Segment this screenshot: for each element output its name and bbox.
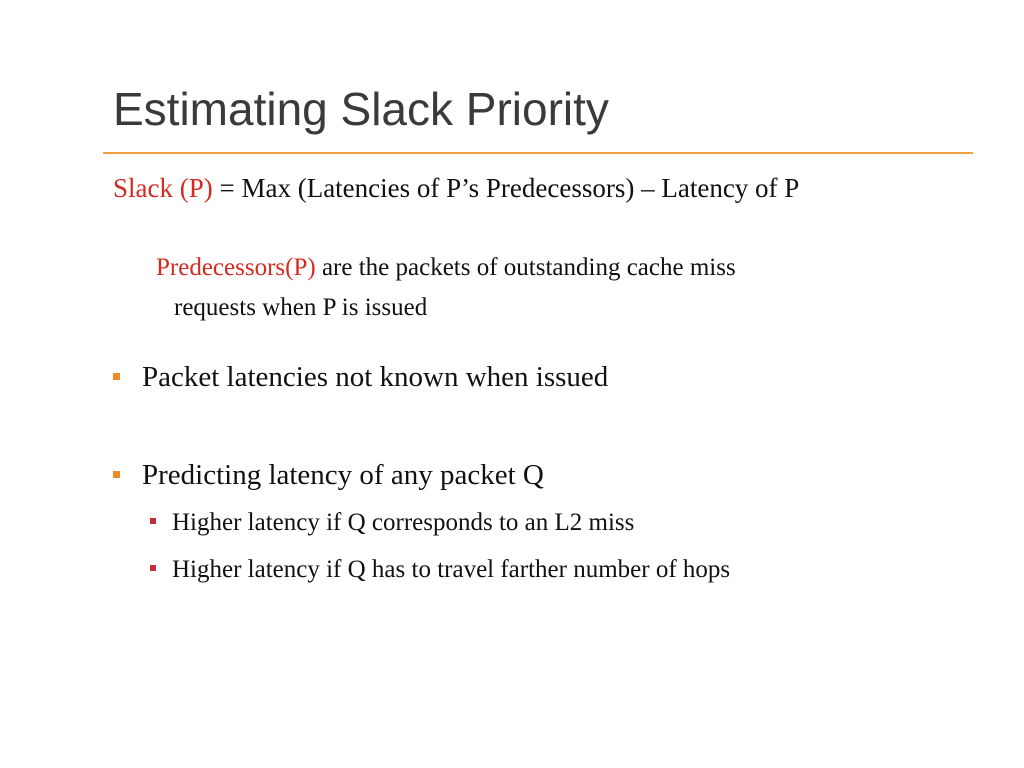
square-subbullet-icon xyxy=(150,565,156,571)
square-bullet-icon xyxy=(113,373,120,380)
subbullet-text: Higher latency if Q has to travel farther number of hops xyxy=(172,556,731,583)
predecessors-definition xyxy=(156,248,916,328)
bullet-item xyxy=(113,360,608,395)
slide-title: Estimating Slack Priority xyxy=(113,83,609,135)
bullet-item xyxy=(113,458,544,493)
formula-lhs: Slack (P) xyxy=(113,173,213,203)
square-subbullet-icon xyxy=(150,518,156,524)
subbullet-item xyxy=(150,555,730,585)
slack-formula xyxy=(113,172,799,204)
subbullet-text: Higher latency if Q corresponds to an L2 miss xyxy=(172,509,635,536)
bullet-text: Packet latencies not known when issued xyxy=(142,361,609,393)
definition-text-line1: are the packets of outstanding cache miss xyxy=(315,254,736,281)
title-divider xyxy=(103,152,973,154)
bullet-text: Predicting latency of any packet Q xyxy=(142,459,544,491)
formula-rhs: Max (Latencies of P’s Predecessors) – Latency of P xyxy=(241,173,800,203)
square-bullet-icon xyxy=(113,471,120,478)
definition-term: Predecessors(P) xyxy=(156,254,316,281)
formula-equals: = xyxy=(212,173,242,203)
definition-text-line2: requests when P is issued xyxy=(174,294,428,321)
subbullet-item xyxy=(150,508,634,538)
